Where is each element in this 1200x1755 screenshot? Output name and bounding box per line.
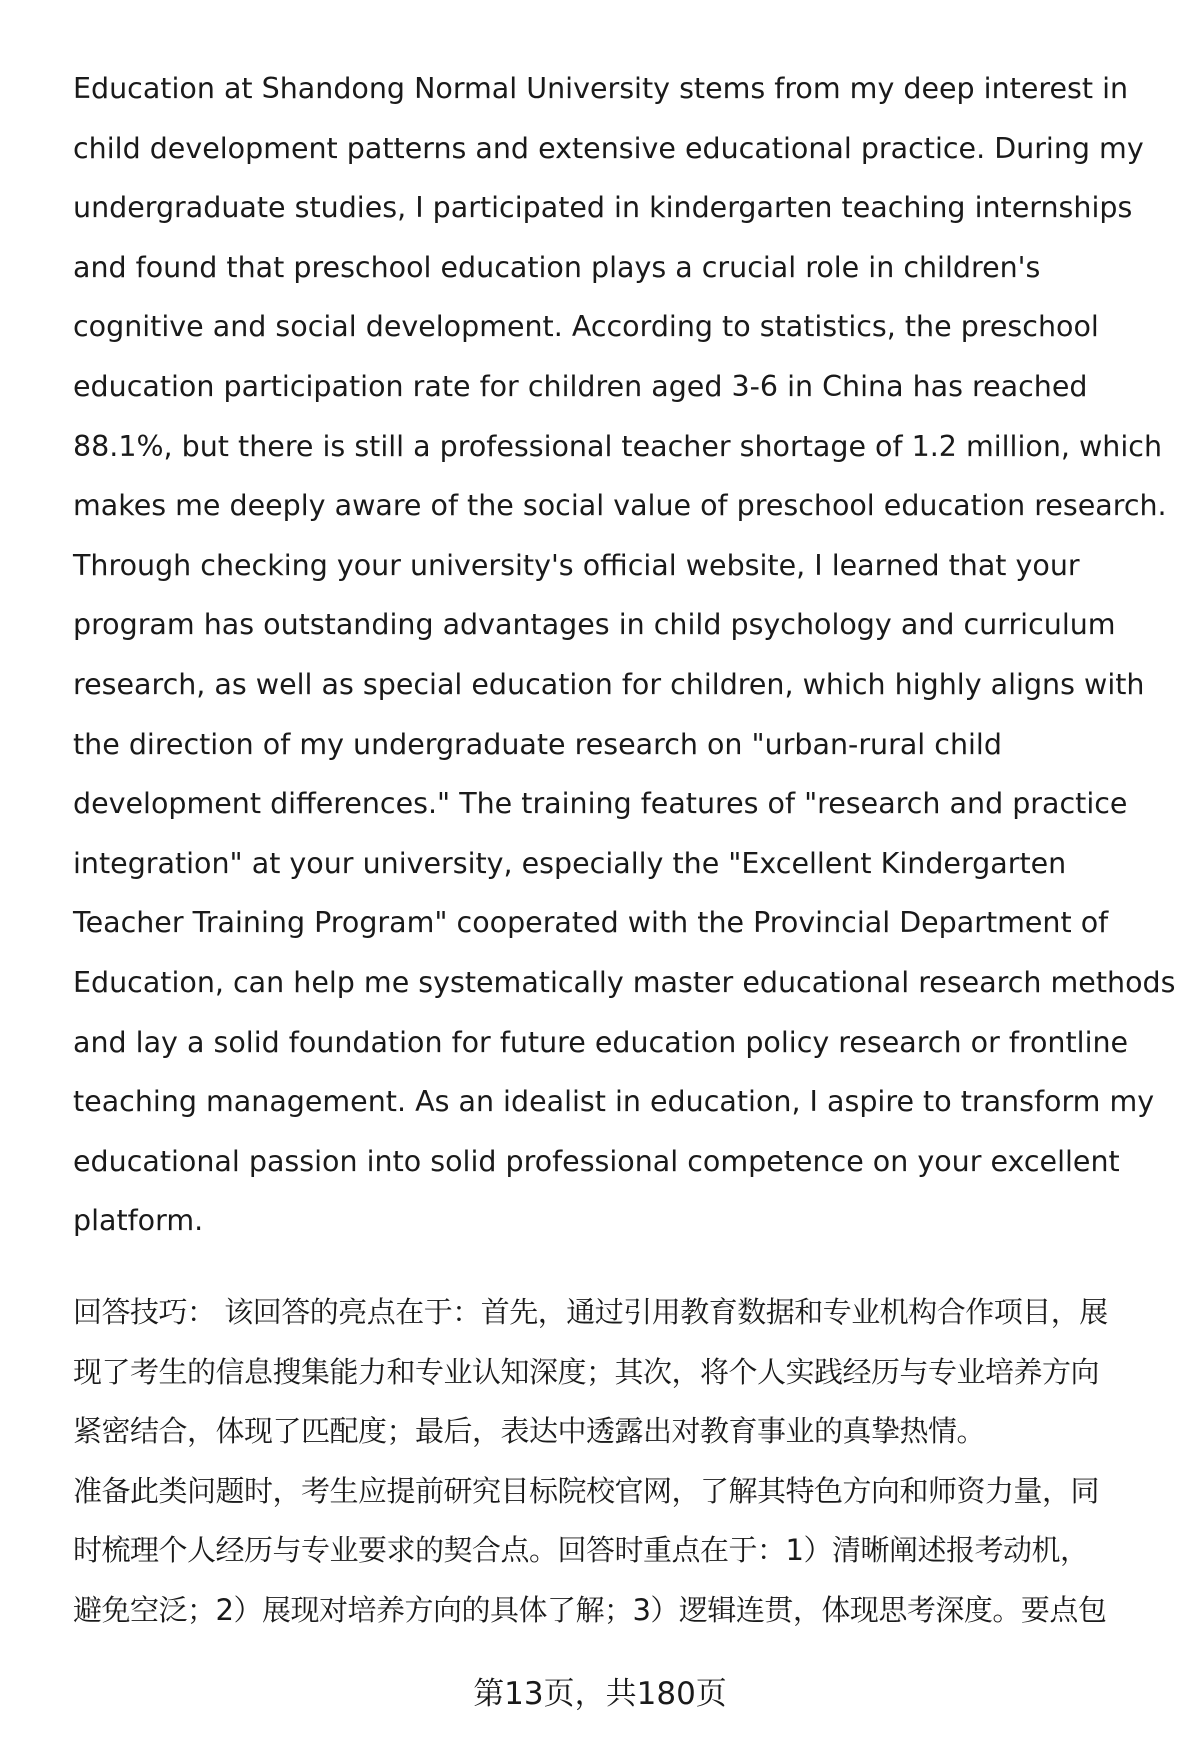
answer-tips-paragraph xyxy=(73,1283,1183,1641)
page-number: 第13页，共180页 xyxy=(473,1676,727,1712)
text-line: program has outstanding advantages in child psychology and curriculum xyxy=(73,608,1116,642)
text-line: 88.1%, but there is still a professional teacher shortage of 1.2 million, which xyxy=(73,429,1163,463)
text-line: teaching management. As an idealist in education, I aspire to transform my xyxy=(73,1085,1155,1119)
text-line: 回答技巧： 该回答的亮点在于：首先，通过引用教育数据和专业机构合作项目，展 xyxy=(73,1295,1108,1329)
text-line: 时梳理个人经历与专业要求的契合点。回答时重点在于：1）清晰阐述报考动机， xyxy=(73,1533,1089,1568)
text-line: and lay a solid foundation for future education policy research or frontline xyxy=(73,1025,1129,1059)
text-line: 准备此类问题时，考生应提前研究目标院校官网，了解其特色方向和师资力量，同 xyxy=(73,1473,1100,1508)
text-line: 现了考生的信息搜集能力和专业认知深度；其次，将个人实践经历与专业培养方向 xyxy=(73,1354,1100,1389)
text-line: education participation rate for children aged 3-6 in China has reached xyxy=(73,369,1088,403)
text-line: makes me deeply aware of the social value of preschool education research. xyxy=(73,489,1167,523)
text-line: Through checking your university's official website, I learned that your xyxy=(73,548,1080,582)
text-line: 避免空泛；2）展现对培养方向的具体了解；3）逻辑连贯，体现思考深度。要点包 xyxy=(73,1592,1107,1627)
text-line: research, as well as special education for children, which highly aligns with xyxy=(73,667,1145,701)
text-line: educational passion into solid professional competence on your excellent xyxy=(73,1144,1120,1178)
text-line: and found that preschool education plays a crucial role in children's xyxy=(73,250,1041,284)
text-line: the direction of my undergraduate research on "urban-rural child xyxy=(73,727,1002,761)
text-line: platform. xyxy=(73,1204,204,1238)
text-line: Teacher Training Program" cooperated with the Provincial Department of xyxy=(73,906,1109,940)
text-line: child development patterns and extensive educational practice. During my xyxy=(73,131,1144,165)
english-answer-paragraph xyxy=(73,59,1183,1251)
text-line: integration" at your university, especially the "Excellent Kindergarten xyxy=(73,846,1067,880)
text-line: Education, can help me systematically master educational research methods xyxy=(73,965,1176,999)
text-line: Education at Shandong Normal University stems from my deep interest in xyxy=(73,72,1129,105)
text-line: cognitive and social development. According to statistics, the preschool xyxy=(73,310,1099,344)
text-line: undergraduate studies, I participated in kindergarten teaching internships xyxy=(73,191,1133,225)
text-line: development differences." The training features of "research and practice xyxy=(73,787,1128,821)
text-line: 紧密结合，体现了匹配度；最后，表达中透露出对教育事业的真挚热情。 xyxy=(73,1414,986,1449)
